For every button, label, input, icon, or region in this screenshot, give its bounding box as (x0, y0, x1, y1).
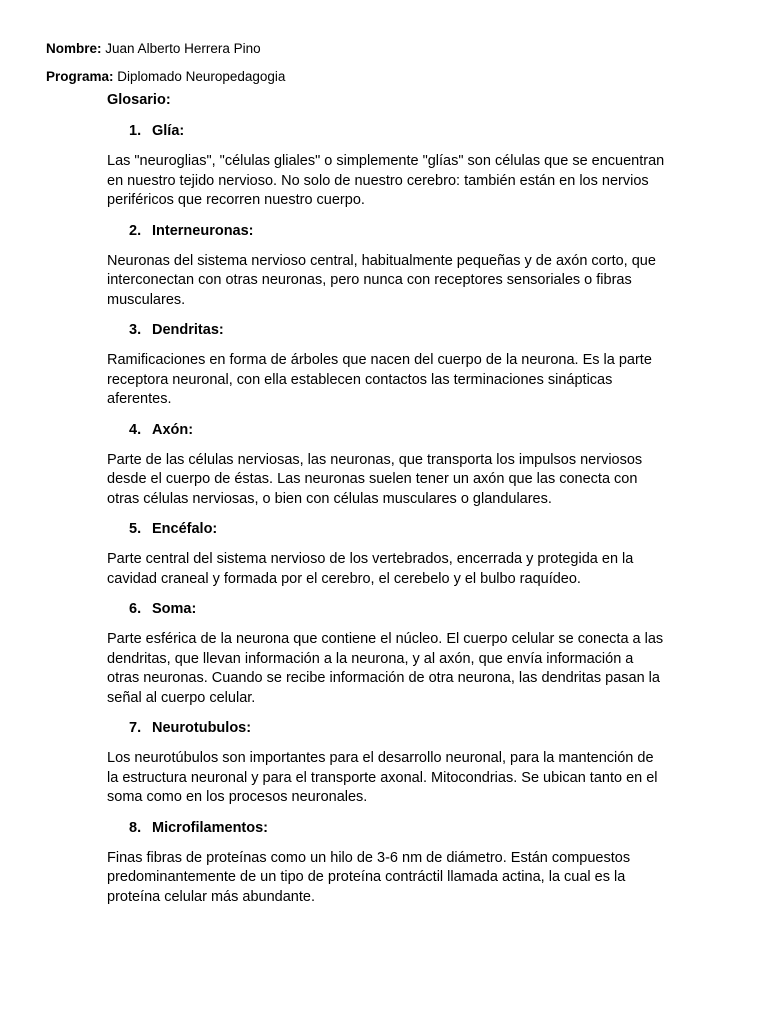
term-heading (129, 720, 667, 737)
term-item (107, 720, 667, 808)
term-item (107, 521, 667, 589)
term-definition: Parte esférica de la neurona que contiene el núcleo. El cuerpo celular se conecta a las dendritas, que llevan información a la neurona, y al axón, que envía información a otras neuronas. Cuando se recibe información de otra neurona, las dendritas pasan la señal al cuerpo celular. (107, 631, 664, 706)
nombre-label: Nombre: (46, 41, 102, 56)
term-number: 5. (129, 521, 142, 537)
term-name: Neurotubulos: (152, 720, 252, 736)
term-definition: Neuronas del sistema nervioso central, habitualmente pequeñas y de axón corto, que interconectan con otras neuronas, pero nunca con receptores sensoriales o fibras musculares. (107, 252, 656, 308)
glosario-section (107, 92, 667, 907)
term-item (107, 123, 667, 211)
term-name: Axón: (152, 421, 194, 438)
term-number: 4. (129, 421, 142, 438)
term-definition: Parte de las células nerviosas, las neuronas, que transporta los impulsos nerviosos desde el cuerpo de éstas. Las neuronas suelen tener un axón que las conecta con otras células nerviosas, o bien con células musculares o glandulares. (107, 451, 643, 507)
nombre-line (46, 41, 261, 57)
term-heading (129, 422, 667, 439)
term-name: Encéfalo: (152, 521, 218, 537)
programa-label: Programa: (46, 69, 114, 84)
glosario-title: Glosario: (107, 92, 171, 108)
term-number: 7. (129, 720, 142, 736)
term-name: Soma: (152, 601, 197, 617)
programa-line (46, 69, 285, 85)
term-heading (129, 601, 667, 618)
term-definition: Finas fibras de proteínas como un hilo de 3-6 nm de diámetro. Están compuestos predominantemente de un tipo de proteína contráctil llamada actina, la cual es la proteína celular más abundante. (107, 849, 631, 905)
term-definition: Ramificaciones en forma de árboles que nacen del cuerpo de la neurona. Es la parte receptora neuronal, con ella establecen contactos las terminaciones sinápticas aferentes. (107, 352, 652, 407)
term-heading (129, 223, 667, 240)
term-heading (129, 521, 667, 538)
term-definition: Parte central del sistema nervioso de los vertebrados, encerrada y protegida en la cavidad craneal y formada por el cerebro, el cerebelo y el bulbo raquídeo. (107, 551, 634, 587)
term-definition: Las "neuroglias", "células gliales" o simplemente "glías" son células que se encuentran en nuestro tejido nervioso. No solo de nuestro cerebro: también están en los nervios periféricos que recorren nuestro cuerpo. (107, 153, 665, 208)
term-heading (129, 820, 667, 837)
term-number: 6. (129, 601, 142, 617)
term-number: 3. (129, 322, 142, 338)
term-name: Interneuronas: (152, 222, 254, 239)
term-number: 1. (129, 123, 142, 139)
term-name: Dendritas: (152, 322, 224, 338)
nombre-value: Juan Alberto Herrera Pino (105, 41, 261, 56)
term-number: 2. (129, 222, 142, 239)
term-item (107, 422, 667, 510)
term-definition: Los neurotúbulos son importantes para el desarrollo neuronal, para la mantención de la estructura neuronal y para el transporte axonal. Mitocondrias. Se ubican tanto en el soma como en los procesos neuronales. (107, 750, 658, 805)
term-item (107, 322, 667, 410)
term-heading (129, 123, 667, 140)
term-heading (129, 322, 667, 339)
term-name: Microfilamentos: (152, 819, 269, 836)
programa-value: Diplomado Neuropedagogia (117, 69, 286, 84)
term-item (107, 601, 667, 708)
term-number: 8. (129, 819, 142, 836)
term-item (107, 820, 667, 908)
term-item (107, 223, 667, 311)
term-name: Glía: (152, 123, 185, 139)
